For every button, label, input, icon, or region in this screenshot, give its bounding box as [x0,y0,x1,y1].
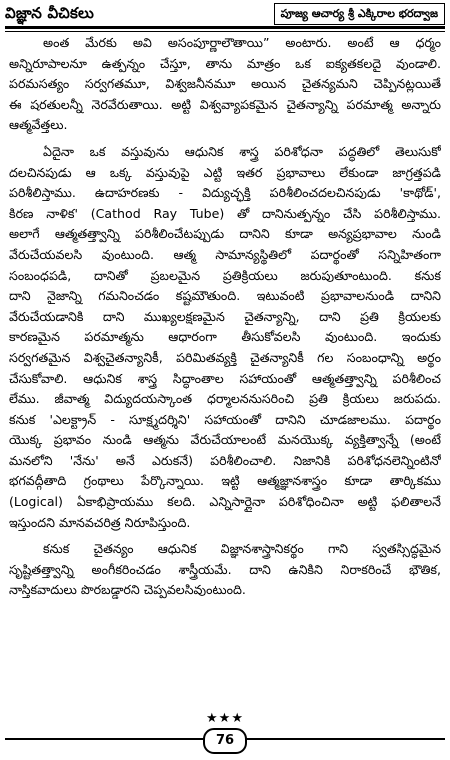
header-rule-thin [5,31,445,32]
text-line: వేరుచేయడానికి దాని ముఖ్యలక్షణమైన చైతన్యాన్ని, దాని ప్రతి క్రియలకు [9,308,441,324]
running-header [5,2,445,26]
paragraph [9,539,441,601]
page-number: 76 [203,728,247,754]
text-line: కనుక 'ఎలక్ట్రాన్ - సూక్ష్మదర్శిని' సహాయంతో దానిని చూడజాలము. పదార్థం [9,411,441,427]
body-text [9,33,441,601]
text-line: పరమసత్యం సర్వగతమూ, విశ్వజనీనమూ అయిన చైతన్యమని చెప్పినట్లయితే [9,76,441,92]
text-line: సృష్టితత్త్వాన్ని అంగీకరించడం శాస్త్రీయమే. దాని ఉనికిని నిరాకరించే భౌతిక, [9,561,441,577]
paragraph [9,142,441,533]
text-line: ఇస్తుందని మానవచరిత్ర నిరూపిస్తుంది. [9,514,191,530]
text-line: వేరుచేయవలసి వుంటుంది. ఆత్మ సామాన్యస్థితిలో పదార్థంతో సన్నిహితంగా [9,246,441,262]
text-line: దాని నైజాన్ని గమనించడం కష్టమౌతుంది. ఇటువంటి ప్రభావాలనుండి దానిని [9,288,441,304]
text-line: సర్వగతమైన విశ్వచైతన్యానికీ, పరిమితవ్యక్తి చైతన్యానికీ గల సంబంధాన్ని అర్థం [9,349,441,365]
paragraph [9,33,441,136]
text-line: భగవద్గీతాది గ్రంథాలు పేర్కొన్నాయి. ఇట్టి ఆత్మజ్ఞానశాస్త్రం కూడా తార్కికము [9,473,441,489]
text-line: కనుక చైతన్యం ఆధునిక విజ్ఞానశాస్త్రానికర్థం గాని స్వతస్సిద్ధమైన [43,541,441,557]
text-line: చేసుకోవాలి. ఆధునిక శాస్త్ర సిద్ధాంతాల సహాయంతో ఆత్మతత్త్వాన్ని పరిశీలించ [9,370,441,386]
text-line: అన్నిరూపాలనూ ఉత్పన్నం చేస్తూ, తాను మాత్రం ఒక ఐక్యతకలదై వుండాలి. [9,55,441,71]
text-line: (Logical) ఏకాభిప్రాయము కలది. ఎన్నిసార్లైనా పరిశోధించినా అట్టి ఫలితాలనే [9,494,441,510]
header-rule-thick [5,26,445,29]
text-line: పరిశీలిస్తాము. ఉదాహరణకు - విద్యుచ్ఛక్తి పరిశీలించదలచినపుడు 'కాథోడ్', [9,185,441,201]
author-label: పూజ్య ఆచార్య శ్రీ ఎక్కిరాల భరద్వాజ [274,3,445,25]
text-line: దలచినపుడు ఆ ఒక్క వస్తువుపై ఎట్టి ఇతర ప్రభావాలు లేకుండా జాగ్రత్తపడి [9,164,441,180]
book-title: విజ్ఞాన వీచికలు [5,4,95,22]
text-line: అలాగే ఆత్మతత్త్వాన్ని పరిశీలించేటప్పుడు దానిని కూడా అన్యప్రభావాల నుండి [9,226,441,242]
text-line: యొక్క ప్రభావం నుండి ఆత్మను వేరుచేయాలంటే మనయొక్క వ్యక్తిత్వాన్నే (అంటే [9,432,441,448]
text-line: నాస్తికవాదులు పొరబడ్డారని చెప్పవలసివుంటుంది. [9,582,246,598]
section-ornament: ★★★ [206,711,244,726]
text-line: ఏదైనా ఒక వస్తువును ఆధునిక శాస్త్ర పరిశోధనా పద్ధతిలో తెలుసుకో [43,143,441,159]
text-line: కిరణ నాళిక' (Cathod Ray Tube) తో దానినుత్పన్నం చేసి పరిశీలిస్తాము. [9,205,441,221]
text-line: ఈ షరతులన్నీ నెరవేరుతాయి. అట్టి విశ్వవ్యాపకమైన చైతన్యాన్ని పరమాత్మ అన్నారు [9,96,441,112]
text-line: కారణమైన పరమాత్మను ఆధారంగా తీసుకోవలసి వుంటుంది. ఇందుకు [9,329,441,345]
text-line: అంత మేరకు అవి అసంపూర్ణాలౌతాయి” అంటారు. అంటే ఆ ధర్మం [43,35,441,50]
text-line: సంబంధపడి, దానితో ప్రబలమైన ప్రతిక్రియలు జరుపుతూంటుంది. కనుక [9,267,441,283]
text-line: ఆత్మవేత్తలు. [9,117,68,133]
text-line: లేము. జీవాత్మ విద్యుదయస్కాంత ధర్మాలననుసరించి ప్రతి క్రియలు జరుపదు. [9,391,441,407]
text-line: మనలోని 'నేను' అనే ఎరుకనే) పరిశీలించాలి. నిజానికి పరిశోధనలెన్నింటినో [9,452,441,468]
